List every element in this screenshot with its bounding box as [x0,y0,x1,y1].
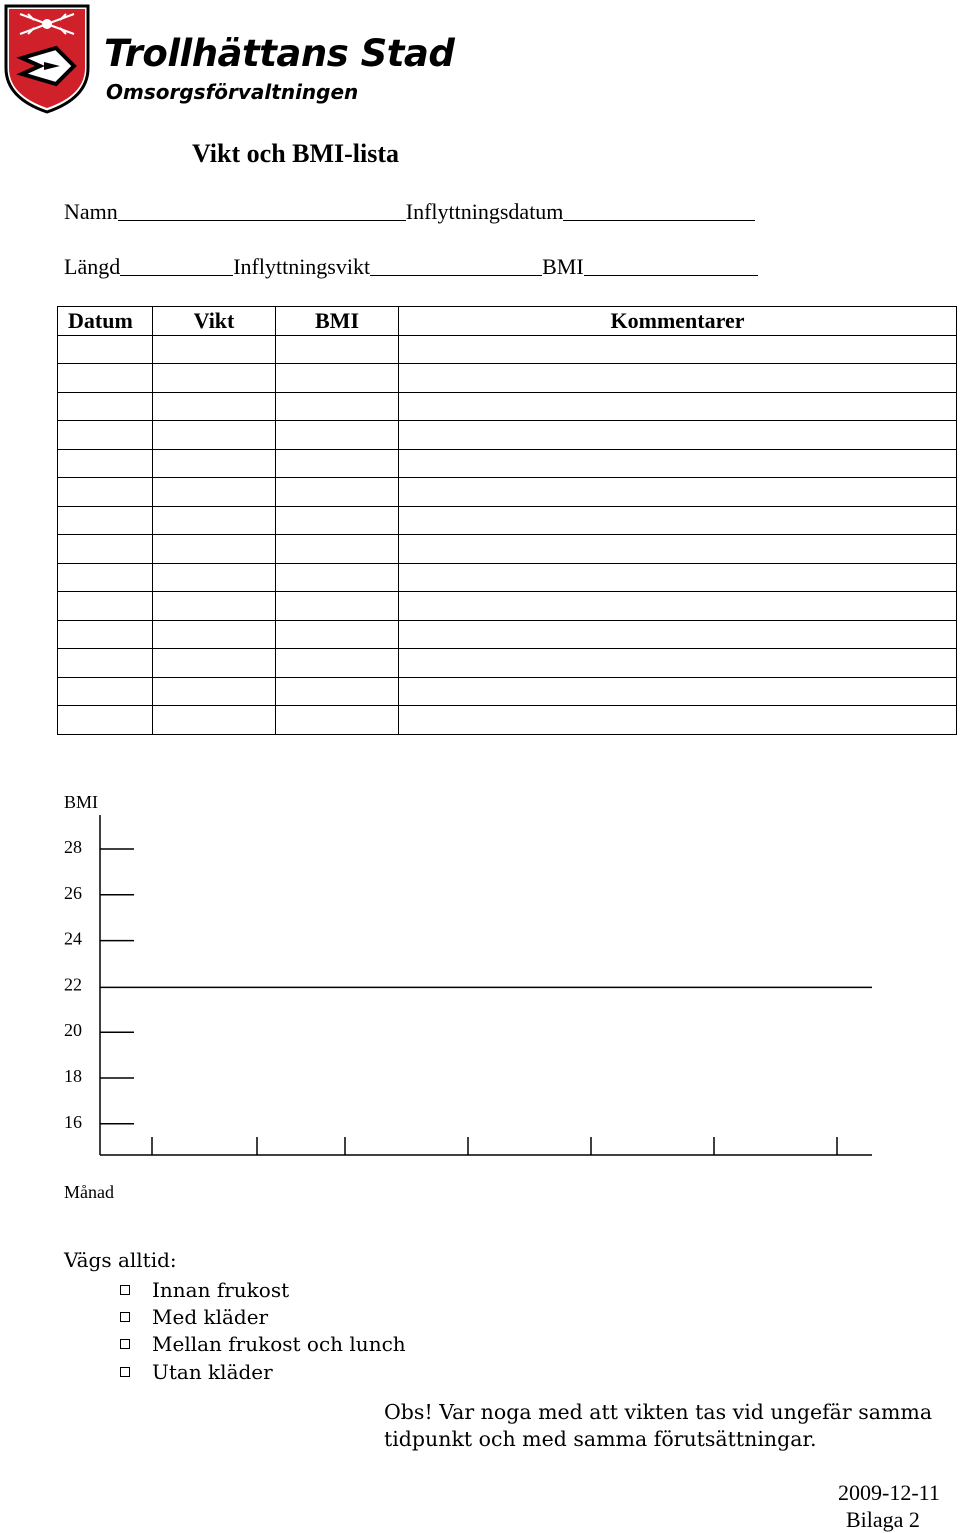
date-cell[interactable] [58,563,153,592]
table-row [58,421,957,450]
table-row [58,620,957,649]
date-cell[interactable] [58,592,153,621]
bmi-cell[interactable] [276,364,399,393]
comment-cell[interactable] [399,706,957,735]
comment-cell[interactable] [399,392,957,421]
field-row-name [64,199,755,225]
move-in-weight-field[interactable] [370,257,542,276]
date-cell[interactable] [58,677,153,706]
bmi-field[interactable] [584,257,758,276]
chart-y-tick-label: 26 [64,882,82,903]
checklist-item-label: Mellan frukost och lunch [152,1332,406,1357]
instructions-heading: Vägs alltid: [64,1248,177,1272]
bmi-cell[interactable] [276,563,399,592]
instructions-list [118,1276,406,1385]
bmi-cell[interactable] [276,421,399,450]
checklist-item-label: Utan kläder [152,1359,273,1384]
table-row [58,592,957,621]
table-row [58,478,957,507]
instructions-note: Obs! Var noga med att vikten tas vid ungefär samma tidpunkt och med samma förutsättningar. [384,1400,933,1451]
checklist-item-label: Innan frukost [152,1277,290,1302]
chart-y-tick-label: 24 [64,928,82,949]
bmi-cell[interactable] [276,449,399,478]
bmi-label: BMI [542,254,584,279]
comment-cell[interactable] [399,535,957,564]
weight-cell[interactable] [153,364,276,393]
bmi-cell[interactable] [276,392,399,421]
table-row [58,364,957,393]
height-field[interactable] [120,257,233,276]
date-cell[interactable] [58,392,153,421]
checklist-item [118,1303,406,1330]
chart-x-label: Månad [64,1182,114,1202]
chart-y-label: BMI [64,792,99,812]
table-row [58,706,957,735]
date-cell[interactable] [58,421,153,450]
bmi-cell[interactable] [276,649,399,678]
bmi-chart [0,780,960,1210]
weight-cell[interactable] [153,506,276,535]
date-cell[interactable] [58,364,153,393]
move-in-date-field[interactable] [563,202,755,221]
weight-cell[interactable] [153,535,276,564]
weight-cell[interactable] [153,592,276,621]
comment-cell[interactable] [399,449,957,478]
footer-date: 2009-12-11 [838,1480,940,1505]
bmi-cell[interactable] [276,592,399,621]
chart-y-tick-label: 18 [64,1066,82,1086]
department-name: Omsorgsförvaltningen [106,80,359,104]
move-in-weight-label: Inflyttningsvikt [233,254,371,279]
coat-of-arms-icon [4,2,90,114]
bmi-cell[interactable] [276,478,399,507]
bmi-cell[interactable] [276,506,399,535]
table-row [58,677,957,706]
table-row [58,506,957,535]
checkbox-icon[interactable] [120,1312,130,1322]
chart-y-tick-label: 16 [64,1111,82,1132]
checkbox-icon[interactable] [120,1367,130,1377]
comment-cell[interactable] [399,506,957,535]
comment-cell[interactable] [399,335,957,364]
weight-cell[interactable] [153,478,276,507]
weight-cell[interactable] [153,620,276,649]
date-cell[interactable] [58,335,153,364]
weight-cell[interactable] [153,449,276,478]
checkbox-icon[interactable] [120,1285,130,1295]
table-row [58,535,957,564]
date-cell[interactable] [58,478,153,507]
comment-cell[interactable] [399,563,957,592]
comment-cell[interactable] [399,478,957,507]
column-header-date: Datum [58,307,153,336]
chart-y-tick-label: 22 [64,974,82,995]
weight-cell[interactable] [153,649,276,678]
bmi-cell[interactable] [276,706,399,735]
checklist-item [118,1331,406,1358]
name-label: Namn [64,199,118,224]
column-header-bmi: BMI [276,307,399,336]
column-header-comments: Kommentarer [399,307,957,336]
org-name: Trollhättans Stad [104,32,455,75]
date-cell[interactable] [58,649,153,678]
chart-y-tick-label: 28 [64,837,82,857]
checklist-item [118,1358,406,1385]
date-cell[interactable] [58,706,153,735]
weight-cell[interactable] [153,706,276,735]
checklist-item-label: Med kläder [152,1304,269,1329]
bmi-cell[interactable] [276,535,399,564]
table-row [58,649,957,678]
page-title: Vikt och BMI-lista [192,139,400,168]
bmi-cell[interactable] [276,677,399,706]
table-row [58,563,957,592]
comment-cell[interactable] [399,649,957,678]
table-row [58,449,957,478]
comment-cell[interactable] [399,364,957,393]
table-row [58,335,957,364]
table-row [58,392,957,421]
date-cell[interactable] [58,506,153,535]
comment-cell[interactable] [399,421,957,450]
date-cell[interactable] [58,620,153,649]
bmi-cell[interactable] [276,335,399,364]
move-in-date-label: Inflyttningsdatum [405,199,564,224]
column-header-weight: Vikt [153,307,276,336]
weight-cell[interactable] [153,335,276,364]
weight-cell[interactable] [153,421,276,450]
weight-log-table [57,306,957,735]
date-cell[interactable] [58,535,153,564]
weight-cell[interactable] [153,563,276,592]
table-header-row [58,307,957,336]
bmi-cell[interactable] [276,620,399,649]
comment-cell[interactable] [399,620,957,649]
field-row-height [64,254,758,280]
comment-cell[interactable] [399,677,957,706]
footer-attachment: Bilaga 2 [846,1507,920,1532]
height-label: Längd [64,254,121,279]
date-cell[interactable] [58,449,153,478]
weight-cell[interactable] [153,392,276,421]
weight-cell[interactable] [153,677,276,706]
chart-y-tick-label: 20 [64,1020,82,1041]
comment-cell[interactable] [399,592,957,621]
checklist-item [118,1276,406,1303]
name-field[interactable] [118,202,406,221]
checkbox-icon[interactable] [120,1339,130,1349]
